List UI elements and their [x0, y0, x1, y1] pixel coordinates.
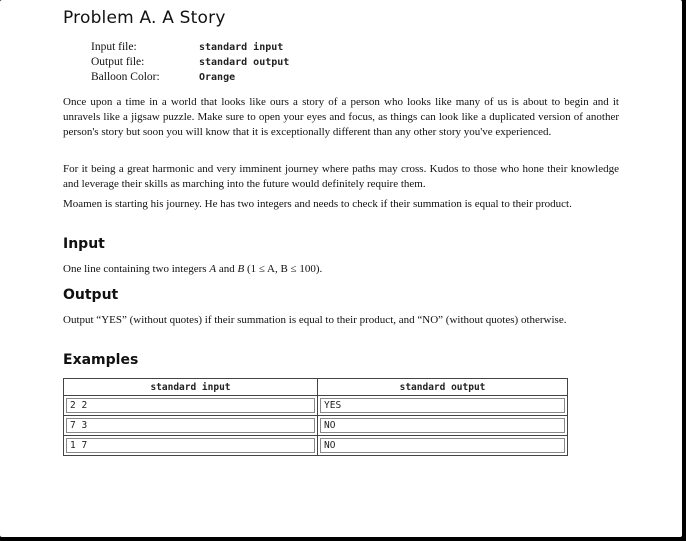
example-output-cell — [318, 436, 568, 456]
input-constraint: (1 ≤ A, B ≤ 100). — [244, 263, 323, 275]
meta-label: Balloon Color: — [91, 71, 160, 83]
examples-heading: Examples — [63, 352, 139, 368]
input-text-and: and — [216, 263, 238, 275]
example-output-value: YES — [320, 398, 565, 413]
example-output-cell — [318, 396, 568, 416]
meta-label: Output file: — [91, 56, 145, 68]
input-text-before: One line containing two integers — [63, 263, 210, 275]
table-row — [64, 416, 568, 436]
meta-value: Orange — [199, 72, 236, 83]
input-description — [63, 262, 619, 277]
statement-paragraph-3: Moamen is starting his journey. He has two integers and needs to check if their summation is equal to their product. — [63, 198, 572, 210]
example-input-value: 2 2 — [66, 398, 315, 413]
example-output-cell — [318, 416, 568, 436]
example-input-cell — [64, 416, 318, 436]
output-heading: Output — [63, 287, 119, 303]
var-b: B — [237, 263, 245, 275]
problem-meta — [91, 40, 289, 85]
column-header-output: standard output — [318, 379, 568, 396]
example-input-value: 7 3 — [66, 418, 315, 433]
example-output-value: NO — [320, 438, 565, 453]
meta-row-output-file — [91, 55, 289, 70]
input-heading: Input — [63, 236, 105, 252]
output-description: Output “YES” (without quotes) if their summation is equal to their product, and “NO” (without quotes) otherwise. — [63, 314, 567, 326]
example-output-value: NO — [320, 418, 565, 433]
example-input-cell — [64, 436, 318, 456]
column-header-input: standard input — [64, 379, 318, 396]
meta-label: Input file: — [91, 41, 137, 53]
statement-paragraph-2: For it being a great harmonic and very imminent journey where paths may cross. Kudos to those who hone their knowledge and leverage their skills as marching into the future would definitely require them. — [63, 163, 619, 190]
meta-value: standard output — [199, 57, 290, 68]
example-input-value: 1 7 — [66, 438, 315, 453]
meta-row-input-file — [91, 40, 289, 55]
var-a: A — [209, 263, 217, 275]
examples-header-row — [64, 379, 568, 396]
table-row — [64, 436, 568, 456]
problem-title: Problem A. A Story — [63, 8, 226, 28]
statement-paragraph-1: Once upon a time in a world that looks like ours a story of a person who looks like many of us is about to begin and it unravels like a jigsaw puzzle. Make sure to open your eyes and focus, as things can look like a duplicated version of another person's story but soon you will know that it is exceptionally different than any other story you've experienced. — [63, 96, 619, 138]
example-input-cell — [64, 396, 318, 416]
meta-value: standard input — [199, 42, 284, 53]
meta-row-balloon-color — [91, 70, 289, 85]
table-row — [64, 396, 568, 416]
examples-table — [63, 378, 568, 456]
